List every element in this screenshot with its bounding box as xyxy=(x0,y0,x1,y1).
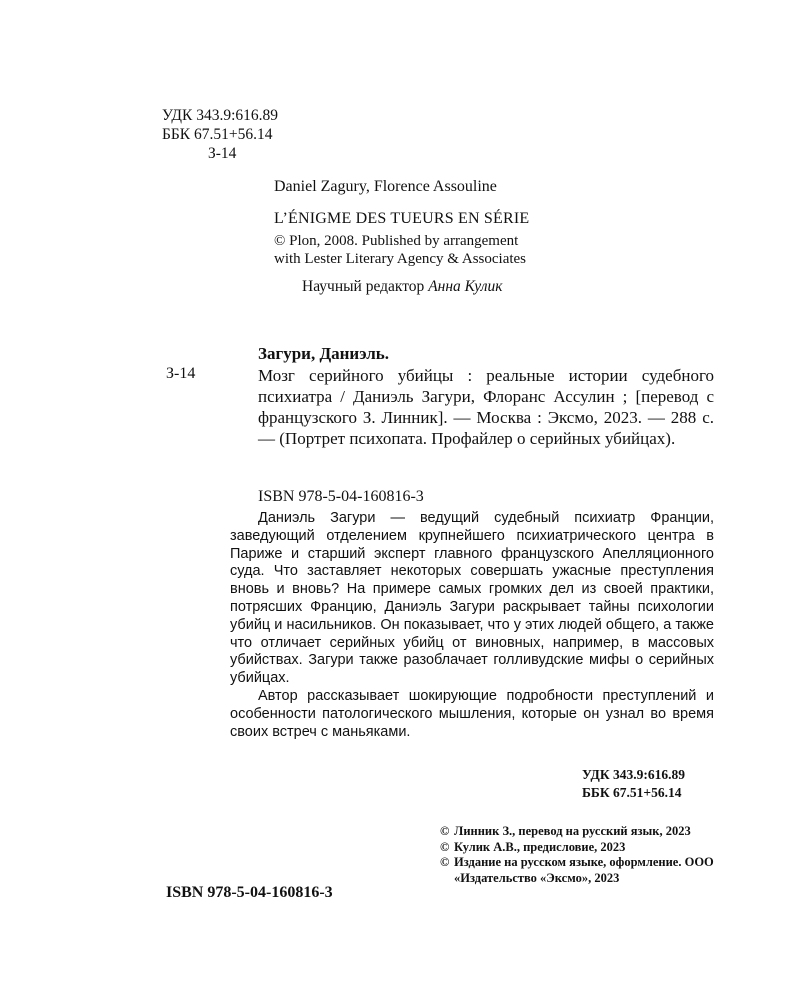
editor-name: Анна Кулик xyxy=(428,278,503,295)
copyright-icon: © xyxy=(440,855,450,869)
bibliographic-description: Мозг серийного убийцы : реальные истории судебного психиатра / Даниэль Загури, Флоранс Ассулин ; [перевод с французского З. Линник]. — Москва : Эксмо, 2023. — 288 с. — (Портрет психопата. Профайлер о серийных убийцах). xyxy=(258,366,714,448)
copyright-icon: © xyxy=(440,839,450,854)
original-copyright-line: with Lester Literary Agency & Associates xyxy=(274,251,527,267)
editor-label: Научный редактор xyxy=(302,278,425,295)
copyright-block xyxy=(440,824,720,886)
entry-author: Загури, Даниэль. xyxy=(258,344,390,363)
copyright-text: Издание на русском языке, оформление. ООО «Издательство «Эксмо», 2023 xyxy=(454,855,714,885)
bottom-classification xyxy=(582,766,685,802)
bottom-bbk: ББК 67.51+56.14 xyxy=(582,785,682,800)
author-sign: З-14 xyxy=(208,145,237,162)
original-copyright-line: © Plon, 2008. Published by arrangement xyxy=(274,233,519,249)
copyright-text: Линник З., перевод на русский язык, 2023 xyxy=(454,824,691,838)
original-copyright xyxy=(274,232,614,268)
bbk-code: ББК 67.51+56.14 xyxy=(162,126,273,143)
annotation-paragraph: Автор рассказывает шокирующие подробности преступлений и особенности патологического мышления, которые он узнал во время своих встреч с маньяками. xyxy=(230,687,714,740)
original-authors: Daniel Zagury, Florence Assouline xyxy=(274,178,497,195)
bottom-isbn: ISBN 978-5-04-160816-3 xyxy=(166,884,333,901)
bottom-udk: УДК 343.9:616.89 xyxy=(582,767,685,782)
isbn: ISBN 978-5-04-160816-3 xyxy=(258,488,424,505)
entry-code: З-14 xyxy=(166,365,196,382)
original-title: L’ÉNIGME DES TUEURS EN SÉRIE xyxy=(274,210,530,227)
copyright-text: Кулик А.В., предисловие, 2023 xyxy=(454,839,626,854)
copyright-row xyxy=(440,840,720,856)
annotation-paragraph: Даниэль Загури — ведущий судебный психиатр Франции, заведующий отделением крупнейшего психиатрического центра в Париже и старший эксперт главного французского Апелляционного суда. Что заставляет некоторых совершать ужасные преступления вновь и вновь? На примере самых громких дел из своей практики, потрясших Францию, Даниэль Загури раскрывает тайны психологии убийц и насильников. Он показывает, что у этих людей общего, а также что отличает серийных убийц от виновных, например, в массовых убийствах. Загури также разоблачает голливудские мифы о серийных убийцах. xyxy=(230,510,714,687)
copyright-icon: © xyxy=(440,824,450,838)
annotation xyxy=(230,510,714,741)
scientific-editor xyxy=(302,278,503,296)
udk-code: УДК 343.9:616.89 xyxy=(162,107,279,124)
classification-codes xyxy=(162,106,278,163)
copyright-row xyxy=(440,824,720,840)
copyright-row xyxy=(440,855,720,886)
